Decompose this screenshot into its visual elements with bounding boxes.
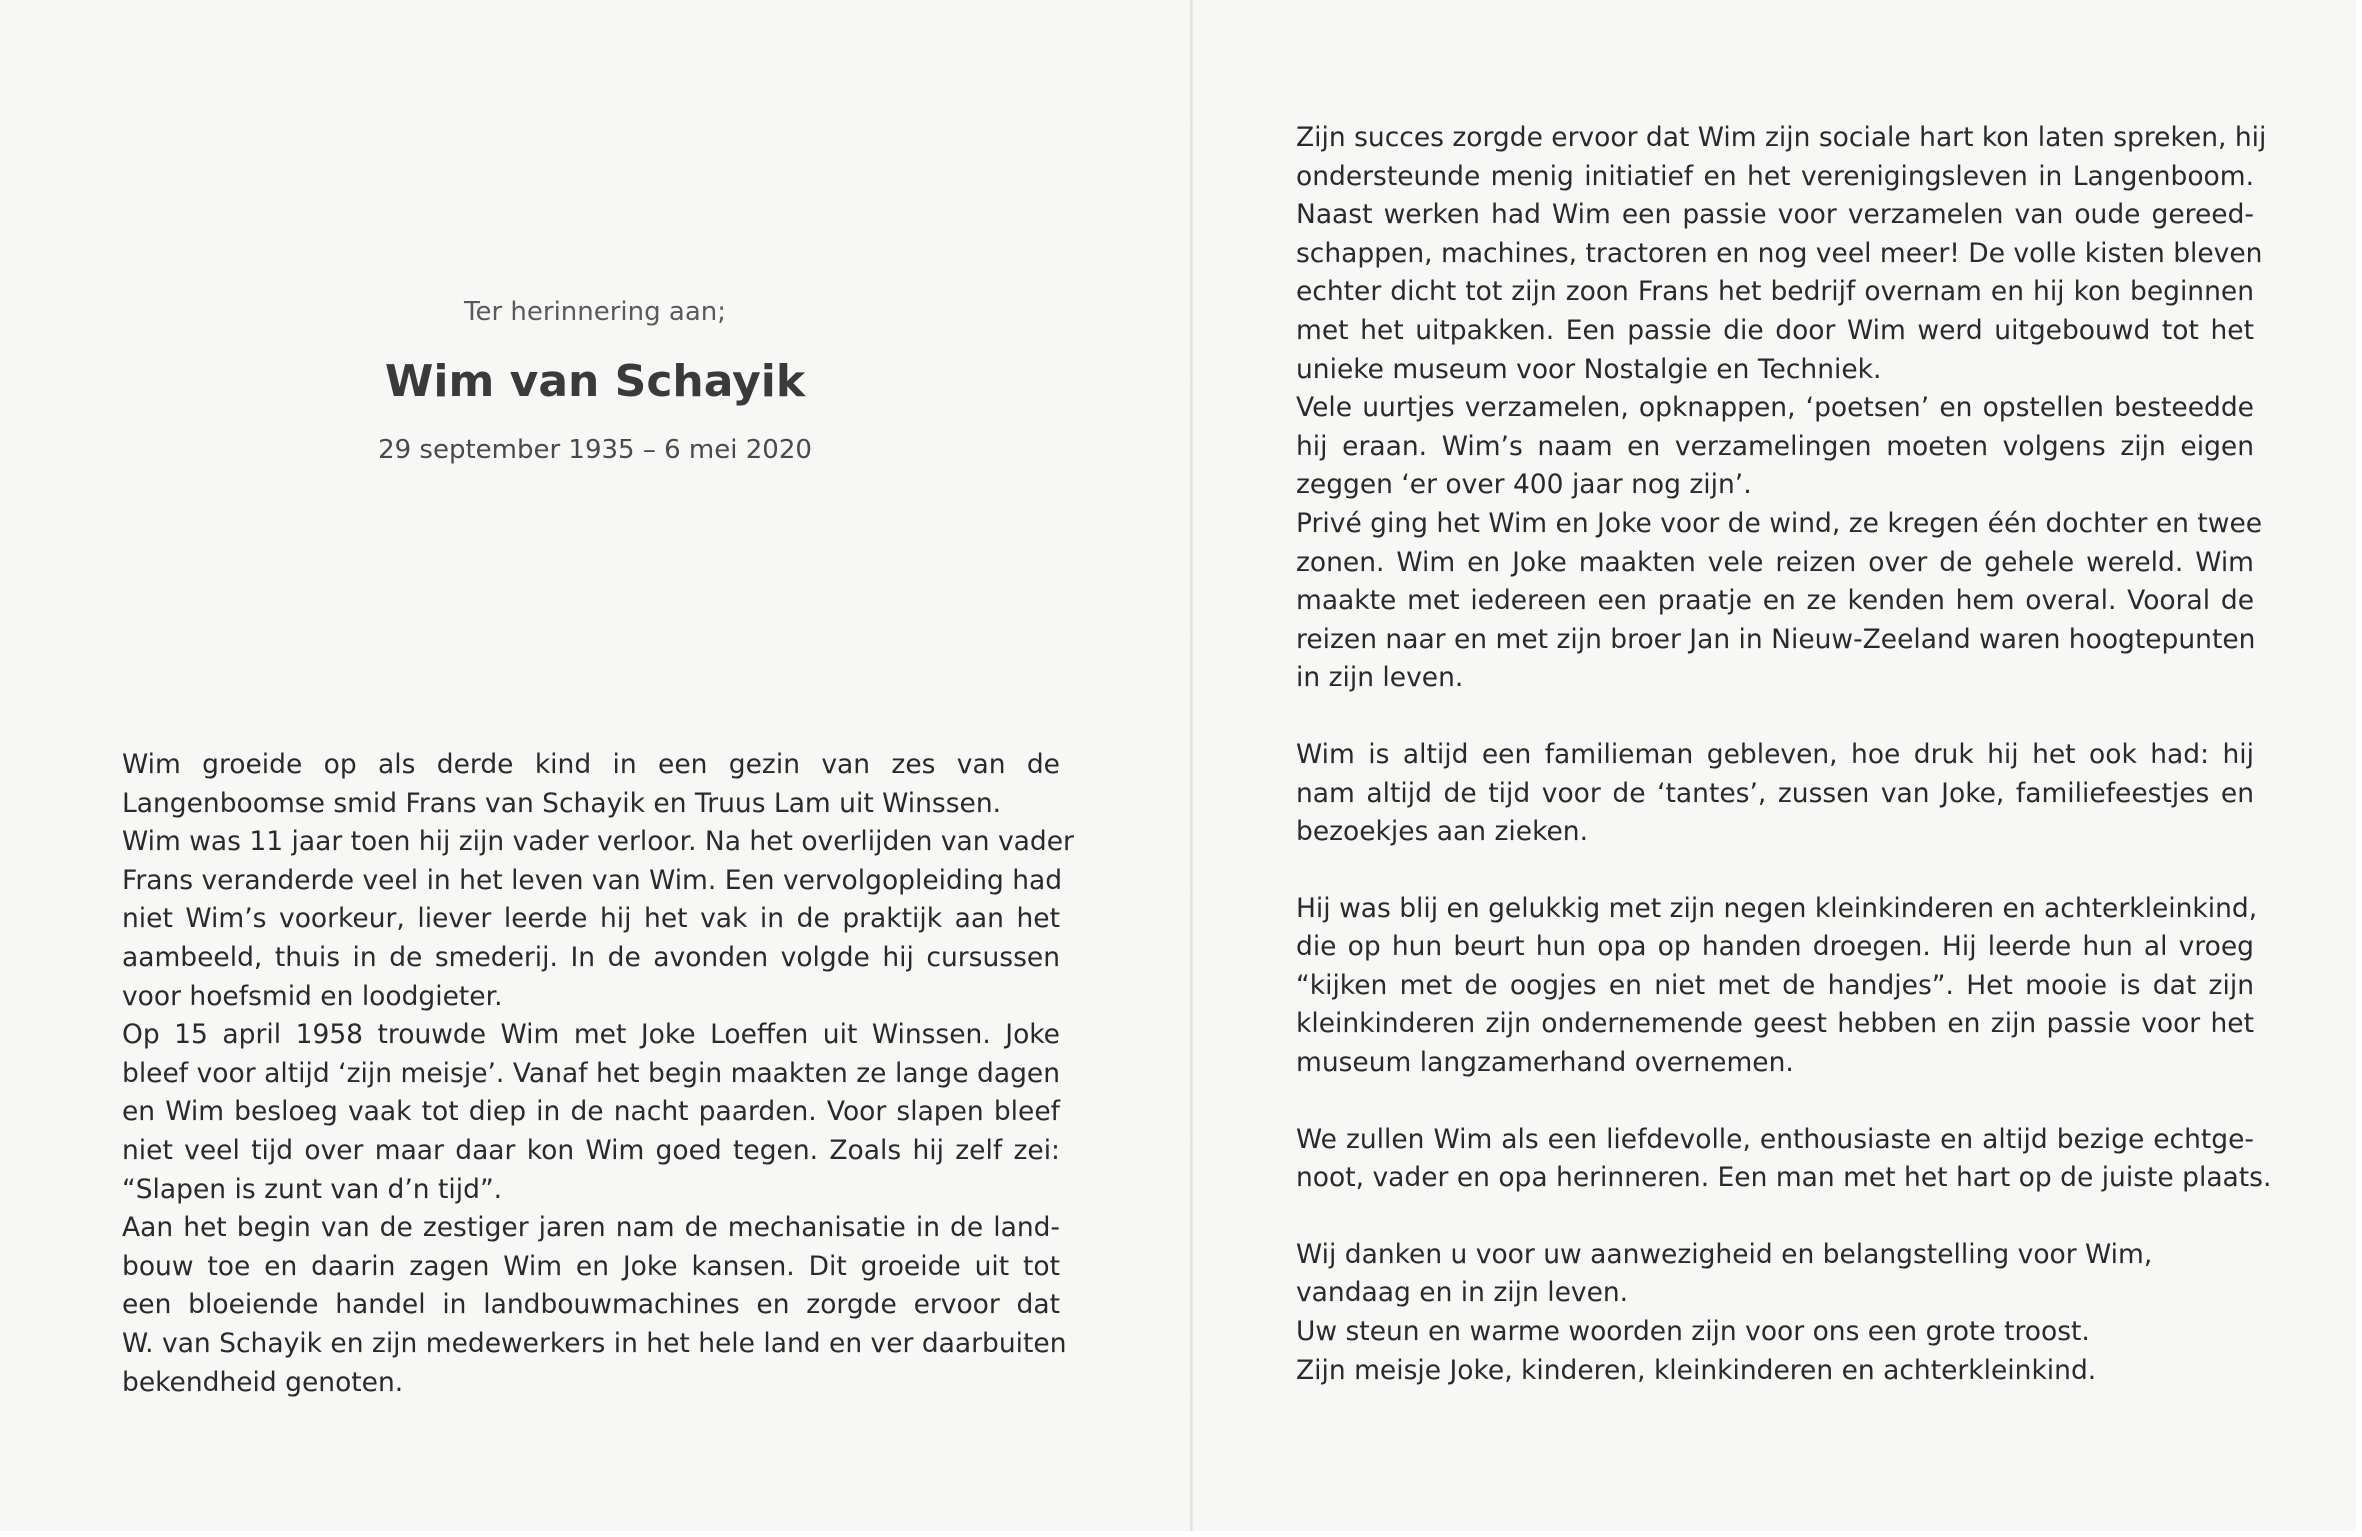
text-line: Langenboomse smid Frans van Schayik en Truus Lam uit Winssen.: [122, 787, 1002, 819]
text-line: voor hoefsmid en loodgieter.: [122, 980, 503, 1012]
text-line: We zullen Wim als een liefdevolle, enthousiaste en altijd bezige echtge-: [1296, 1123, 2254, 1155]
paragraph-gap: [1296, 698, 2254, 736]
paragraph-family: [1296, 736, 2254, 852]
text-line: echter dicht tot zijn zoon Frans het bedrijf overnam en hij kon beginnen: [1296, 276, 2254, 308]
text-line: zonen. Wim en Joke maakten vele reizen over de gehele wereld. Wim: [1296, 546, 2254, 578]
deceased-name: Wim van Schayik: [384, 356, 806, 407]
scan-edge-bottom: [0, 1531, 2362, 1537]
text-line: die op hun beurt hun opa op handen droegen. Hij leerde hun al vroeg: [1296, 931, 2254, 963]
paragraph-grandchildren: [1296, 890, 2258, 1083]
text-line: bezoekjes aan zieken.: [1296, 816, 1588, 848]
scan-edge-right: [2356, 0, 2362, 1537]
text-line: bouw toe en daarin zagen Wim en Joke kansen. Dit groeide uit tot: [122, 1250, 1060, 1282]
text-line: zeggen ‘er over 400 jaar nog zijn’.: [1296, 469, 1752, 501]
text-line: W. van Schayik en zijn medewerkers in het hele land en ver daarbuiten: [122, 1327, 1067, 1359]
paragraph-museum: [1296, 119, 2267, 698]
life-dates: 29 september 1935 – 6 mei 2020: [378, 435, 812, 465]
text-line: bleef voor altijd ‘zijn meisje’. Vanaf het begin maakten ze lange dagen: [122, 1057, 1060, 1089]
text-line: niet Wim’s voorkeur, liever leerde hij het vak in de praktijk aan het: [122, 903, 1060, 935]
text-line: Wij danken u voor uw aanwezigheid en belangstelling voor Wim,: [1296, 1238, 2153, 1270]
text-line: aambeeld, thuis in de smederij. In de avonden volgde hij cursussen: [122, 941, 1060, 973]
text-line: Wim was 11 jaar toen hij zijn vader verloor. Na het overlijden van vader: [122, 826, 1074, 858]
text-line: Wim is altijd een familieman gebleven, hoe druk hij het ook had: hij: [1296, 738, 2254, 770]
intro-text: Ter herinnering aan;: [463, 297, 727, 327]
text-line: niet veel tijd over maar daar kon Wim goed tegen. Zoals hij zelf zei:: [122, 1134, 1060, 1166]
text-line: met het uitpakken. Een passie die door Wim werd uitgebouwd tot het: [1296, 314, 2254, 346]
text-line: in zijn leven.: [1296, 662, 1464, 694]
text-line: “kijken met de oogjes en niet met de handjes”. Het mooie is dat zijn: [1296, 969, 2254, 1001]
text-line: unieke museum voor Nostalgie en Techniek.: [1296, 353, 1882, 385]
text-line: kleinkinderen zijn ondernemende geest hebben en zijn passie voor het: [1296, 1008, 2254, 1040]
text-line: Op 15 april 1958 trouwde Wim met Joke Loeffen uit Winssen. Joke: [122, 1019, 1060, 1051]
text-line: Uw steun en warme woorden zijn voor ons een grote troost.: [1296, 1316, 2090, 1348]
right-column-text: [1296, 119, 2272, 1390]
text-line: Zijn meisje Joke, kinderen, kleinkinderen en achterkleinkind.: [1296, 1354, 2097, 1386]
paragraph-gap: [1296, 852, 2254, 890]
text-line: hij eraan. Wim’s naam en verzamelingen moeten volgens zijn eigen: [1296, 430, 2254, 462]
text-line: Frans veranderde veel in het leven van Wim. Een vervolgopleiding had: [122, 864, 1063, 896]
text-line: noot, vader en opa herinneren. Een man met het hart op de juiste plaats.: [1296, 1162, 2272, 1194]
memorial-header: [170, 292, 1020, 470]
text-line: Wim groeide op als derde kind in een gezin van zes van de: [122, 749, 1060, 780]
text-line: ondersteunde menig initiatief en het verenigingsleven in Langenboom.: [1296, 160, 2254, 192]
text-line: nam altijd de tijd voor de ‘tantes’, zussen van Joke, familiefeestjes en: [1296, 777, 2254, 809]
left-column-text: [122, 746, 1074, 1402]
text-line: Privé ging het Wim en Joke voor de wind, ze kregen één dochter en twee: [1296, 507, 2263, 539]
text-line: vandaag en in zijn leven.: [1296, 1277, 1629, 1309]
text-line: bekendheid genoten.: [122, 1366, 404, 1398]
text-line: maakte met iedereen een praatje en ze kenden hem overal. Vooral de: [1296, 585, 2254, 617]
text-line: Vele uurtjes verzamelen, opknappen, ‘poetsen’ en opstellen besteedde: [1296, 392, 2254, 424]
paragraph-gap: [1296, 1198, 2254, 1236]
text-line: Naast werken had Wim een passie voor verzamelen van oude gereed-: [1296, 199, 2254, 231]
paragraph-remembrance: [1296, 1121, 2272, 1198]
text-line: een bloeiende handel in landbouwmachines en zorgde ervoor dat: [122, 1289, 1060, 1321]
text-line: “Slapen is zunt van d’n tijd”.: [122, 1173, 503, 1205]
text-line: Zijn succes zorgde ervoor dat Wim zijn sociale hart kon laten spreken, hij: [1296, 122, 2267, 153]
text-line: schappen, machines, tractoren en nog veel meer! De volle kisten bleven: [1296, 237, 2263, 269]
text-line: museum langzamerhand overnemen.: [1296, 1047, 1794, 1079]
card-fold: [1190, 0, 1193, 1537]
text-line: Hij was blij en gelukkig met zijn negen kleinkinderen en achterkleinkind,: [1296, 892, 2258, 924]
text-line: en Wim besloeg vaak tot diep in de nacht paarden. Voor slapen bleef: [122, 1096, 1060, 1128]
text-line: Aan het begin van de zestiger jaren nam de mechanisatie in de land-: [122, 1212, 1060, 1244]
text-line: reizen naar en met zijn broer Jan in Nieuw-Zeeland waren hoogtepunten: [1296, 623, 2256, 655]
paragraph-thanks: [1296, 1236, 2254, 1390]
paragraph-gap: [1296, 1083, 2254, 1121]
